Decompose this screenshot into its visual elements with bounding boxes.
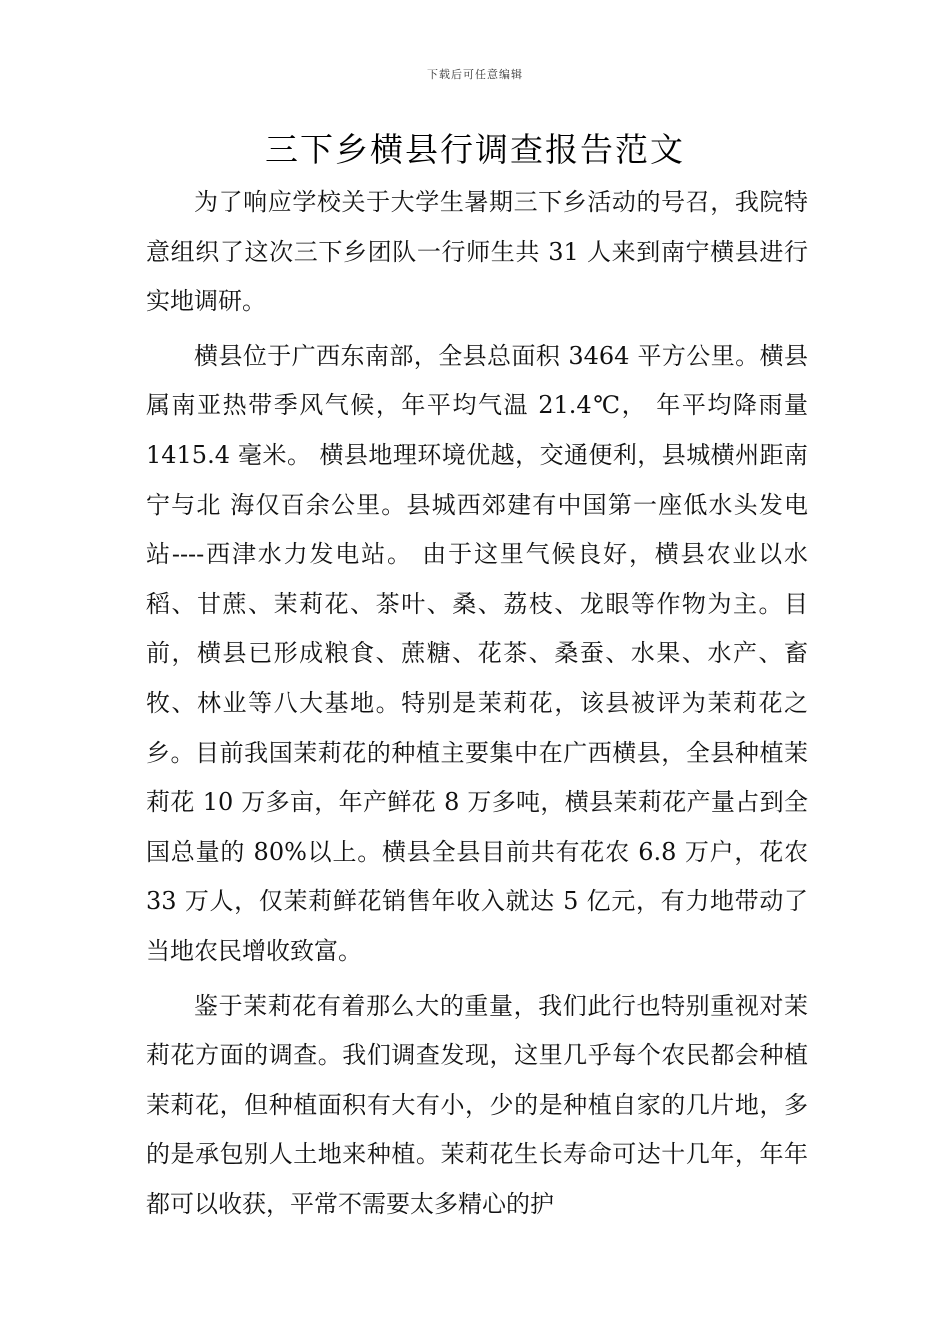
paragraph-1: 为了响应学校关于大学生暑期三下乡活动的号召，我院特意组织了这次三下乡团队一行师生共 31 人来到南宁横县进行实地调研。 — [146, 188, 808, 316]
paragraph-2: 横县位于广西东南部，全县总面积 3464 平方公里。横县属南亚热带季风气候，年平均气温 21.4℃， 年平均降雨量 1415.4 毫米。 横县地理环境优越，交通便利，县城横州距南宁与北 海仅百余公里。县城西郊建有中国第一座低水头发电站----西津水力发电站。 由于这里气候良好，横县农业以水稻、甘蔗、茉莉花、茶叶、桑、荔枝、龙眼等作物为主。目前，横县已形成粮食、蔗糖、花茶、桑蚕、水果、水产、畜牧、林业等八大基地。特别是茉莉花，该县被评为茉莉花之乡。目前我国茉莉花的种植主要集中在广西横县，全县种植茉莉花 10 万多亩，年产鲜花 8 万多吨，横县茉莉花产量占到全国总量的 80%以上。横县全县目前共有花农 6.8 万户，花农 33 万人，仅茉莉鲜花销售年收入就达 5 亿元，有力地带动了当地农民增收致富。 — [146, 341, 808, 965]
document-body — [146, 178, 808, 1229]
document-title: 三下乡横县行调查报告范文 — [265, 130, 685, 169]
paragraph-3: 鉴于茉莉花有着那么大的重量，我们此行也特别重视对茉莉花方面的调查。我们调查发现，这里几乎每个农民都会种植茉莉花，但种植面积有大有小，少的是种植自家的几片地，多的是承包别人土地来种植。茉莉花生长寿命可达十几年，年年都可以收获，平常不需要太多精心的护 — [146, 991, 808, 1218]
header-note: 下载后可任意编辑 — [427, 68, 523, 81]
